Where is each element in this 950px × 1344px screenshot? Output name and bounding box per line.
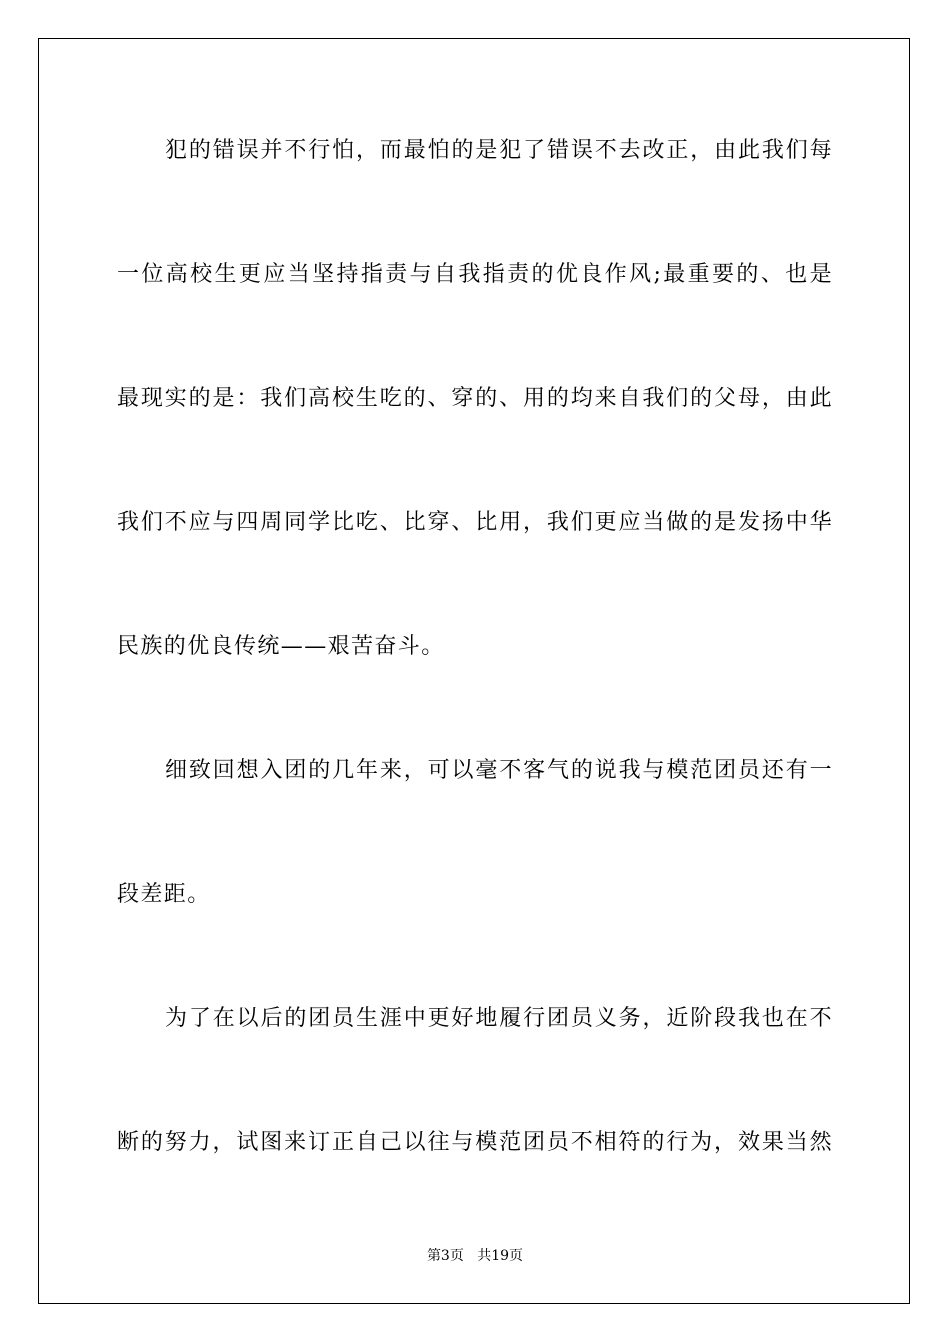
page-border: [38, 38, 910, 1304]
text-line: 段差距。: [117, 882, 211, 907]
text-line: 我们不应与四周同学比吃、比穿、比用，我们更应当做的是发扬中华: [117, 510, 833, 535]
text-line: 最现实的是：我们高校生吃的、穿的、用的均来自我们的父母，由此: [117, 386, 833, 411]
page-number: 第3页: [426, 1248, 464, 1264]
text-line: 犯的错误并不行怕，而最怕的是犯了错误不去改正，由此我们每: [165, 138, 833, 163]
page-footer: [0, 1245, 950, 1265]
text-line: 为了在以后的团员生涯中更好地履行团员义务，近阶段我也在不: [165, 1006, 833, 1031]
text-line: 细致回想入团的几年来，可以毫不客气的说我与模范团员还有一: [165, 758, 833, 783]
page-total: 共19页: [477, 1248, 524, 1264]
text-line: 断的努力，试图来订正自己以往与模范团员不相符的行为，效果当然: [117, 1130, 833, 1155]
text-line: 一位高校生更应当坚持指责与自我指责的优良作风;最重要的、也是: [117, 262, 833, 287]
text-line: 民族的优良传统——艰苦奋斗。: [117, 634, 445, 659]
